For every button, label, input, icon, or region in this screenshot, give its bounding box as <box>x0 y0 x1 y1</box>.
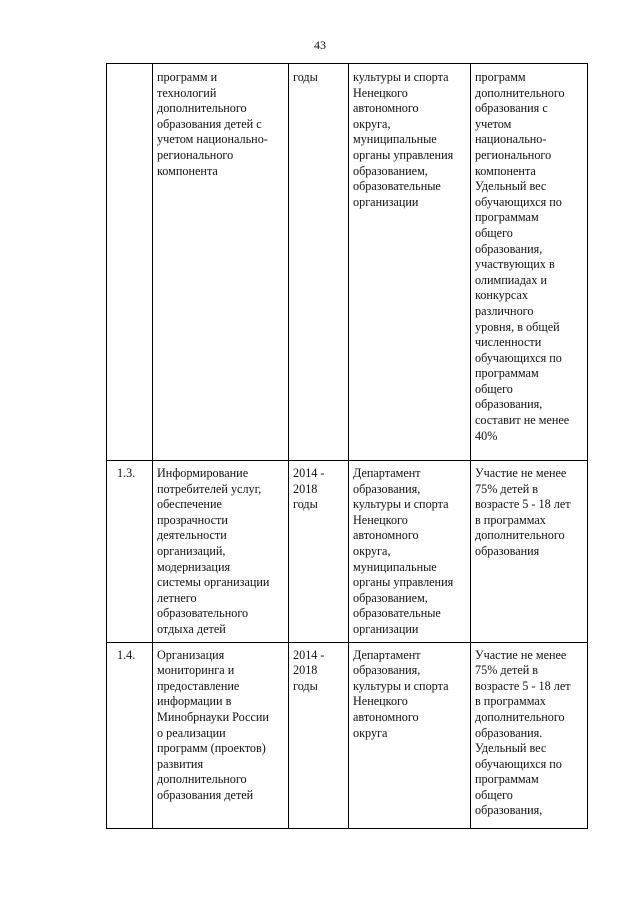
result-cell: Участие не менее 75% детей в возрасте 5 - 18 лет в программах дополнительного образования. Удельный вес обучающихся по программам общего образования, <box>471 642 588 828</box>
measures-table <box>106 63 588 829</box>
table-row <box>107 461 588 643</box>
item-number-cell <box>107 64 153 461</box>
item-number-cell: 1.3. <box>107 461 153 643</box>
period-cell: 2014 - 2018 годы <box>289 461 349 643</box>
event-cell: Организация мониторинга и предоставление информации в Минобрнауки России о реализации программ (проектов) развития дополнительного образования детей <box>153 642 289 828</box>
result-cell: программ дополнительного образования с учетом национально- регионального компонента Удельный вес обучающихся по программам общего образования, участвующих в олимпиадах и конкурсах различного уровня, в общей численности обучающихся по программам общего образования, составит не менее 40% <box>471 64 588 461</box>
executors-cell: Департамент образования, культуры и спорта Ненецкого автономного округа, муниципальные органы управления образованием, образовательные организации <box>349 461 471 643</box>
executors-cell: Департамент образования, культуры и спорта Ненецкого автономного округа <box>349 642 471 828</box>
period-cell: годы <box>289 64 349 461</box>
event-cell: программ и технологий дополнительного образования детей с учетом национально- регионального компонента <box>153 64 289 461</box>
item-number-cell: 1.4. <box>107 642 153 828</box>
page-number: 43 <box>314 38 326 52</box>
event-cell: Информирование потребителей услуг, обеспечение прозрачности деятельности организаций, модернизация системы организации летнего образовательного отдыха детей <box>153 461 289 643</box>
period-cell: 2014 - 2018 годы <box>289 642 349 828</box>
table-row <box>107 642 588 828</box>
executors-cell: культуры и спорта Ненецкого автономного округа, муниципальные органы управления образованием, образовательные организации <box>349 64 471 461</box>
table-row <box>107 64 588 461</box>
result-cell: Участие не менее 75% детей в возрасте 5 - 18 лет в программах дополнительного образования <box>471 461 588 643</box>
